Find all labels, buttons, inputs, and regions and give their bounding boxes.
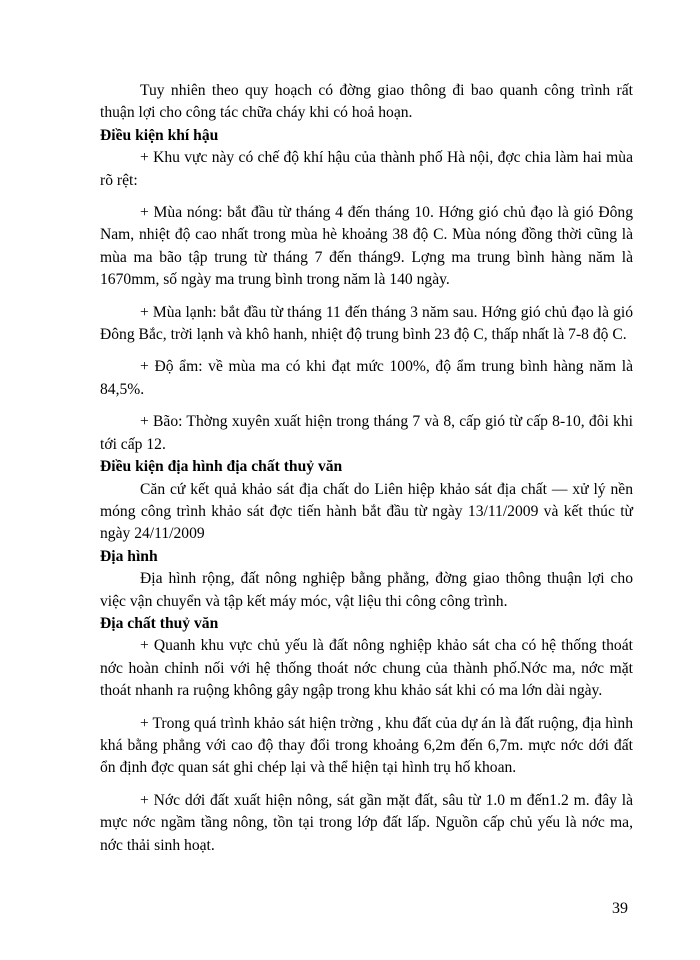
paragraph-site-survey: + Trong quá trình khảo sát hiện trờng , khu đất của dự án là đất ruộng, địa hình khá bằng phẳng với cao độ thay đổi trong khoảng 6,2m đến 6,7m. mực nớc dới đất ổn định đợc quan sát ghi chép lại và thể hiện tại hình trụ hố khoan. xyxy=(100,714,633,777)
page-number: 39 xyxy=(612,900,628,917)
paragraph-hot-season: + Mùa nóng: bắt đầu từ tháng 4 đến tháng 10. Hớng gió chủ đạo là gió Đông Nam, nhiệt độ cao nhất trong mùa hè khoảng 38 độ C. Mùa nóng đồng thời cũng là mùa ma bão tập trung từ tháng 7 đến tháng9. Lợng ma trung bình hàng năm là 1670mm, số ngày ma trung bình trong năm là 140 ngày. xyxy=(100,204,633,289)
heading-hydrogeology: Địa chất thuỷ văn xyxy=(100,614,219,632)
paragraph-fire-access: Tuy nhiên theo quy hoạch có đờng giao thông đi bao quanh công trình rất thuận lợi cho công tác chữa cháy khi có hoả hoạn. xyxy=(100,82,633,122)
paragraph-cold-season: + Mùa lạnh: bắt đầu từ tháng 11 đến tháng 3 năm sau. Hớng gió chủ đạo là gió Đông Bắc, trời lạnh và khô hanh, nhiệt độ trung bình 23 độ C, thấp nhất là 7-8 độ C. xyxy=(100,303,633,344)
heading-terrain-geology-hydrology: Điều kiện địa hình địa chất thuỷ văn xyxy=(100,458,343,476)
heading-climate: Điều kiện khí hậu xyxy=(100,126,219,144)
paragraph-drainage: + Quanh khu vực chủ yếu là đất nông nghiệp khảo sát cha có hệ thống thoát nớc hoàn chỉnh nối với hệ thống thoát nớc chung của thành phố.Nớc ma, nớc mặt thoát nhanh ra ruộng không gây ngập trong khu khảo sát khi có ma lớn dài ngày. xyxy=(100,637,633,700)
paragraph-storms: + Bão: Thờng xuyên xuất hiện trong tháng 7 và 8, cấp gió từ cấp 8-10, đôi khi tới cấp 12. xyxy=(100,413,633,453)
document-page xyxy=(100,80,633,857)
heading-terrain: Địa hình xyxy=(100,547,158,565)
paragraph-humidity: + Độ ẩm: về mùa ma có khi đạt mức 100%, độ ẩm trung bình hàng năm là 84,5%. xyxy=(100,358,633,398)
paragraph-climate-intro: + Khu vực này có chế độ khí hậu của thành phố Hà nội, đợc chia làm hai mùa rõ rệt: xyxy=(100,149,633,189)
paragraph-terrain: Địa hình rộng, đất nông nghiệp bằng phẳng, đờng giao thông thuận lợi cho việc vận chuyển và tập kết máy móc, vật liệu thi công công trình. xyxy=(100,570,633,610)
paragraph-survey-basis: Căn cứ kết quả khảo sát địa chất do Liên hiệp khảo sát địa chất — xử lý nền móng công trình khảo sát đợc tiến hành bắt đầu từ ngày 13/11/2009 và kết thúc từ ngày 24/11/2009 xyxy=(100,480,633,543)
paragraph-groundwater: + Nớc dới đất xuất hiện nông, sát gần mặt đất, sâu từ 1.0 m đến1.2 m. đây là mực nớc ngầm tầng nông, tồn tại trong lớp đất lấp. Nguồn cấp chủ yếu là nớc ma, nớc thải sinh hoạt. xyxy=(100,791,633,854)
